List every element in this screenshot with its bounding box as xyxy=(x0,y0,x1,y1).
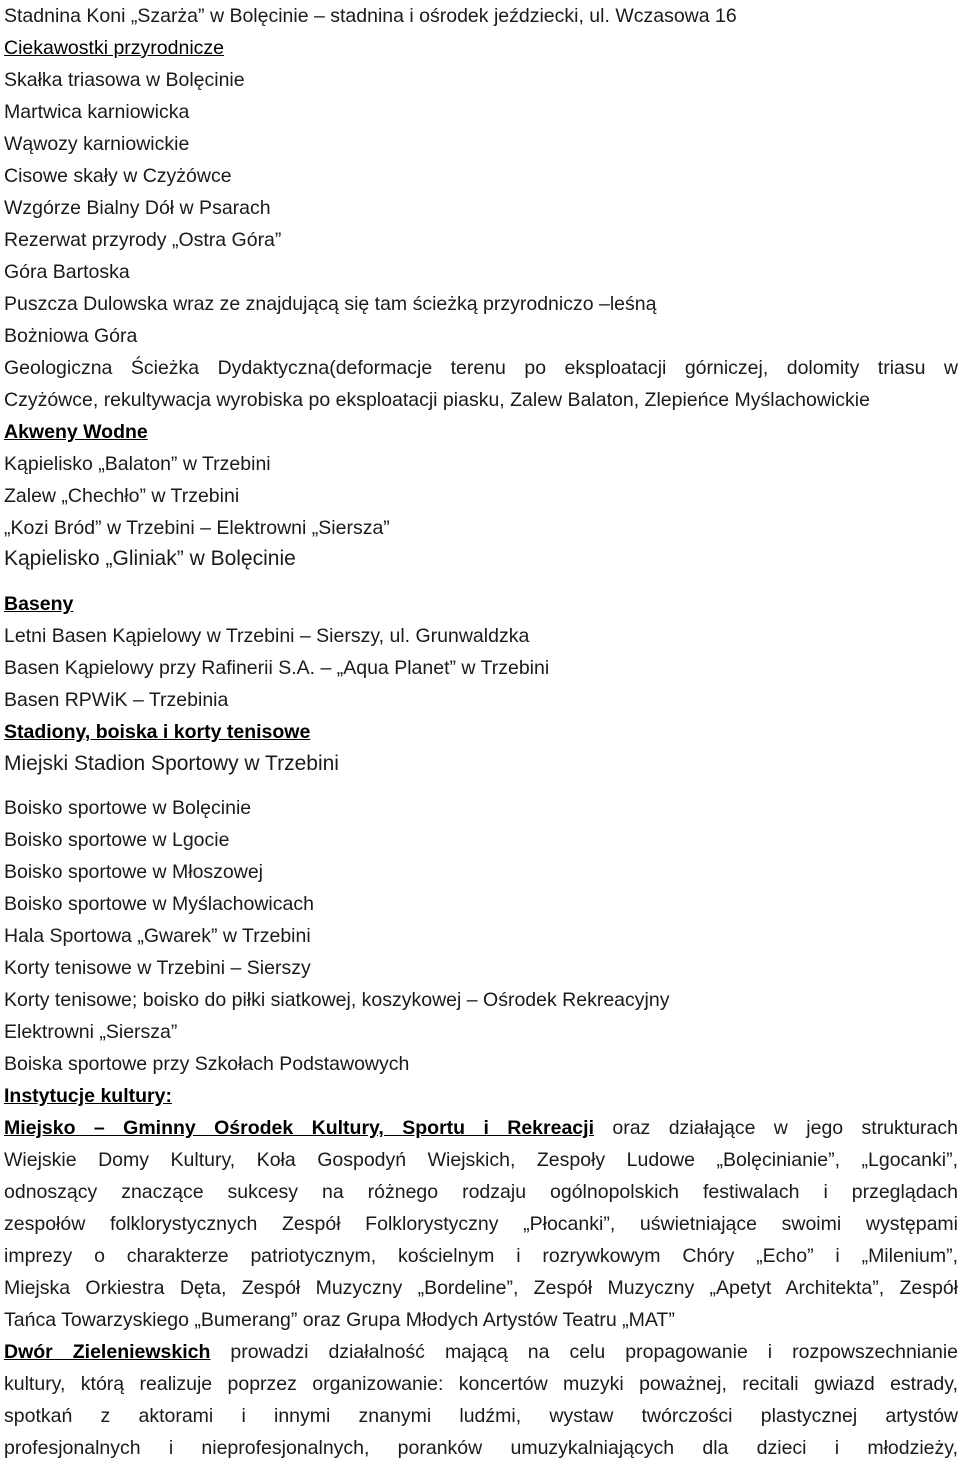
nature-item: Martwica karniowicka xyxy=(4,101,190,123)
culture-heading xyxy=(4,1080,958,1112)
sports-item: Boisko sportowe w Bolęcinie xyxy=(4,797,252,819)
sports-item: Boisko sportowe w Młoszowej xyxy=(4,861,264,883)
culture-heading-text: Instytucje kultury: xyxy=(4,1085,172,1107)
sports-item: Korty tenisowe w Trzebini – Sierszy xyxy=(4,957,311,979)
sports-item: Korty tenisowe; boisko do piłki siatkowej, koszykowej – Ośrodek Rekreacyjny xyxy=(4,989,670,1011)
water-item-large: Kąpielisko „Gliniak” w Bolęcinie xyxy=(4,547,296,570)
mokswr-line: zespołów folklorystycznych Zespół Folklorystyczny „Płocanki”, uświetniające swoimi występami xyxy=(4,1213,958,1235)
mokswr-line: Miejska Orkiestra Dęta, Zespół Muzyczny „Bordeline”, Zespół Muzyczny „Apetyt Architekta”, Zespół xyxy=(4,1277,958,1299)
dwor-line-1 xyxy=(4,1336,958,1368)
sports-heading xyxy=(4,716,958,748)
dwor-link[interactable]: Dwór Zieleniewskich xyxy=(4,1341,211,1363)
geo-path-line-2: Czyżówce, rekultywacja wyrobiska po eksploatacji piasku, Zalew Balaton, Zlepieńce Myślachowickie xyxy=(4,389,870,411)
sports-item: Boisko sportowe w Myślachowicach xyxy=(4,893,314,915)
dwor-line: kultury, którą realizuje poprzez organizowanie: koncertów muzyki poważnej, recitali gwiazd estrady, xyxy=(4,1373,958,1395)
water-heading xyxy=(4,416,958,448)
mokswr-line: odnoszący znaczące sukcesy na różnego rodzaju ogólnopolskich festiwalach i przeglądach xyxy=(4,1181,958,1203)
nature-item: Wąwozy karniowickie xyxy=(4,133,190,155)
geo-path-line-1: Geologiczna Ścieżka Dydaktyczna(deformacje terenu po eksploatacji górniczej, dolomity triasu w xyxy=(4,357,958,379)
nature-heading-text: Ciekawostki przyrodnicze xyxy=(4,37,224,59)
dwor-line-1-rest: prowadzi działalność mającą na celu propagowanie i rozpowszechnianie xyxy=(210,1341,958,1363)
mokswr-line: imprezy o charakterze patriotycznym, kościelnym i rozrywkowym Chóry „Echo” i „Milenium”, xyxy=(4,1245,958,1267)
sports-item: Hala Sportowa „Gwarek” w Trzebini xyxy=(4,925,311,947)
nature-item: Rezerwat przyrody „Ostra Góra” xyxy=(4,229,282,251)
mokswr-line-1-rest: oraz działające w jego strukturach xyxy=(593,1117,958,1139)
pool-item: Basen Kąpielowy przy Rafinerii S.A. – „Aqua Planet” w Trzebini xyxy=(4,657,550,679)
nature-item: Góra Bartoska xyxy=(4,261,130,283)
mokswr-line-1 xyxy=(4,1112,958,1144)
water-item: Zalew „Chechło” w Trzebini xyxy=(4,485,240,507)
nature-heading xyxy=(4,32,958,64)
nature-item: Wzgórze Bialny Dół w Psarach xyxy=(4,197,271,219)
dwor-line: profesjonalnych i nieprofesjonalnych, poranków umuzykalniających dla dzieci i młodzieży, xyxy=(4,1437,958,1459)
dwor-line: spotkań z aktorami i innymi znanymi ludźmi, wystaw twórczości plastycznej artystów xyxy=(4,1405,958,1427)
mokswr-line: Wiejskie Domy Kultury, Koła Gospodyń Wiejskich, Zespoły Ludowe „Bolęcinianie”, „Lgocanki”, xyxy=(4,1149,958,1171)
pools-heading-text: Baseny xyxy=(4,593,74,615)
mokswr-line: Tańca Towarzyskiego „Bumerang” oraz Grupa Młodych Artystów Teatru „MAT” xyxy=(4,1309,675,1331)
water-item: Kąpielisko „Balaton” w Trzebini xyxy=(4,453,271,475)
water-item: „Kozi Bród” w Trzebini – Elektrowni „Siersza” xyxy=(4,517,390,539)
pool-item: Basen RPWiK – Trzebinia xyxy=(4,689,229,711)
document-page xyxy=(4,0,958,1464)
nature-item: Puszcza Dulowska wraz ze znajdującą się tam ścieżką przyrodniczo –leśną xyxy=(4,293,657,315)
water-heading-text: Akweny Wodne xyxy=(4,421,148,443)
mokswr-link[interactable]: Miejsko – Gminny Ośrodek Kultury, Sportu i Rekreacji xyxy=(4,1117,594,1139)
sports-heading-text: Stadiony, boiska i korty tenisowe xyxy=(4,721,311,743)
sports-item-large: Miejski Stadion Sportowy w Trzebini xyxy=(4,752,339,775)
pool-item: Letni Basen Kąpielowy w Trzebini – Sierszy, ul. Grunwaldzka xyxy=(4,625,530,647)
sports-item: Boisko sportowe w Lgocie xyxy=(4,829,230,851)
nature-item: Bożniowa Góra xyxy=(4,325,138,347)
intro-line: Stadnina Koni „Szarża” w Bolęcinie – stadnina i ośrodek jeździecki, ul. Wczasowa 16 xyxy=(4,5,737,27)
nature-item: Skałka triasowa w Bolęcinie xyxy=(4,69,245,91)
nature-item: Cisowe skały w Czyżówce xyxy=(4,165,232,187)
sports-item: Elektrowni „Siersza” xyxy=(4,1021,178,1043)
sports-item: Boiska sportowe przy Szkołach Podstawowych xyxy=(4,1053,410,1075)
pools-heading xyxy=(4,588,958,620)
